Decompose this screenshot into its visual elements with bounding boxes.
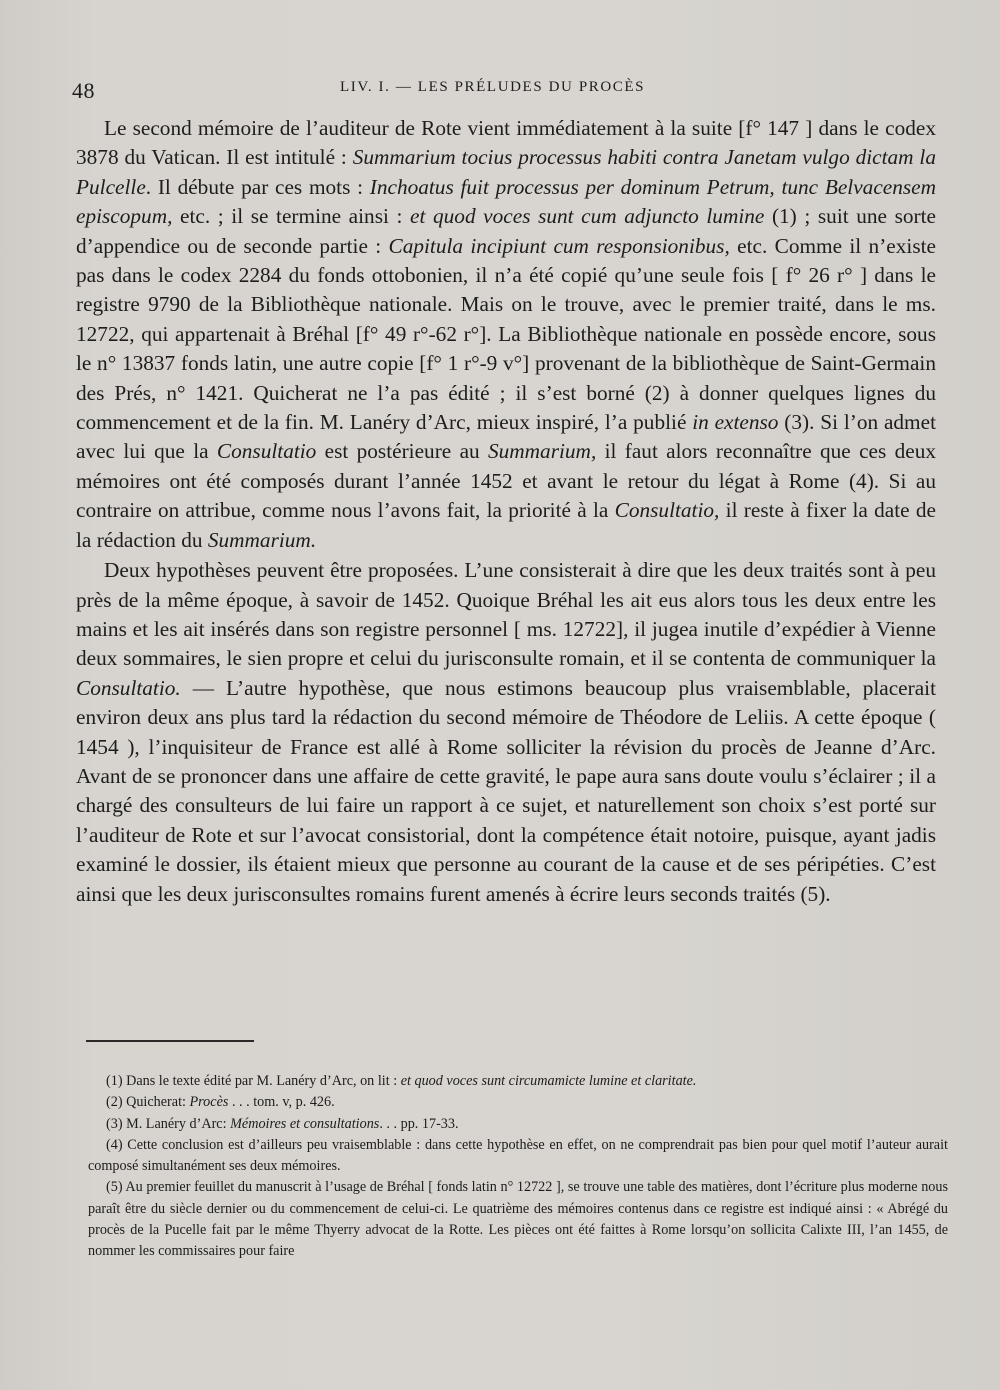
text-run: (4) Cette conclusion est d’ailleurs peu vraisemblable : dans cette hypothèse en effet, on ne comprendrait pas bien pour quel motif l’auteur aurait composé simultanément ses deux mémoires. [88,1136,948,1175]
paragraph [76,114,936,555]
footnote-2 [88,1092,948,1113]
text-run: Deux hypothèses peuvent être proposées. L’une consisterait à dire que les deux traités sont à peu près de la même époque, à savoir de 1452. Quoique Bréhal les ait eus alors tous les deux entre les mains et les ait insérés dans son registre personnel [ ms. 12722], il jugea inutile d’expédier à Vienne deux sommaires, le sien propre et celui du jurisconsulte romain, et il se contenta de communiquer la [76,558,936,671]
text-run: etc. ; il se termine ainsi : [172,204,411,229]
italic-text: Procès [189,1094,229,1111]
text-run: Le second mémoire de l’auditeur de Rote vient immédiatement à la suite [f° 147 ] dans le codex 3878 du Vatican. Il est intitulé : [76,116,936,170]
text-run: (5) Au premier feuillet du manuscrit à l’usage de Bréhal [ fonds latin n° 12722 ], se trouve une table des matières, dont l’écriture plus moderne nous paraît être du siècle dernier ou du commencement de celui-ci. Le quatrième des mémoires contenus dans ce registre est indiqué ainsi : « Abrégé du procès de la Pucelle fait par le même Thyerry advocat de la Rotte. Les pièces ont été faittes à Rome lorsqu’on sollicita Calixte III, l’an 1455, de nommer les commissaires pour faire [88,1179,948,1260]
italic-text: Mémoires et consultations [230,1115,380,1132]
italic-text: Summarium, [488,439,597,464]
footnotes [88,1071,948,1263]
italic-text: Inchoatus fuit processus per dominum Petrum, tunc Belvacensem episcopum, [76,174,936,229]
italic-text: Capitula incipiunt cum responsionibus, [388,233,730,258]
footnote-4 [88,1135,948,1178]
text-run: . . . pp. 17-33. [379,1115,459,1132]
paragraph [76,556,936,909]
footnote-5 [88,1177,948,1262]
text-run: (1) Dans le texte édité par M. Lanéry d’Arc, on lit : [106,1073,401,1089]
italic-text: et quod voces sunt circumamicte lumine et claritate. [400,1073,697,1089]
footnote-1 [88,1071,948,1092]
text-run: (3) M. Lanéry d’Arc: [106,1115,231,1132]
text-run: — L’autre hypothèse, que nous estimons beaucoup plus vraisemblable, placerait environ deux ans plus tard la rédaction du second mémoire de Théodore de Leliis. A cette époque ( 1454 ), l’inquisiteur de France est allé à Rome solliciter la révision du procès de Jeanne d’Arc. Avant de se prononcer dans une affaire de cette gravité, le pape aura sans doute voulu s’éclairer ; il a chargé des consulteurs de lui faire un rapport à ce sujet, et naturellement son choix s’est porté sur l’auditeur de Rote et sur l’avocat consistorial, dont la compétence était notoire, puisque, ayant jadis examiné le dossier, ils étaient mieux que personne au courant de la cause et de ses péripéties. C’est ainsi que les deux jurisconsultes romains furent amenés à écrire leurs seconds traités (5). [76,675,936,906]
body-text [76,114,936,909]
text-run: . Il débute par ces mots : [145,174,370,199]
text-run: (3). Si l’on admet avec lui que la [76,410,936,464]
italic-text: Consultatio [216,439,317,464]
italic-text: Consultatio, [614,498,720,523]
text-run: (2) Quicherat: [106,1094,190,1111]
text-run: il faut alors reconnaître que ces deux mémoires ont été composés durant l’année 1452 et avant le retour du légat à Rome (4). Si au contraire on attribue, comme nous l’avons fait, la priorité à la [76,439,936,523]
text-run: est postérieure au [316,439,488,464]
footnote-3 [88,1114,948,1135]
footnote-rule [86,1040,254,1042]
italic-text: et quod voces sunt cum adjuncto lumine [410,204,765,229]
text-run: . . . tom. v, p. 426. [228,1094,335,1111]
page-number: 48 [72,78,95,103]
page-header [72,76,940,106]
text-run: il reste à fixer la date de la rédaction du [76,498,936,552]
text-run: (1) ; suit une sorte d’appendice ou de seconde partie : [76,204,936,258]
italic-text: in extenso [692,410,779,435]
italic-text: Summarium tocius processus habiti contra Janetam vulgo dictam la Pulcelle [76,145,936,199]
italic-text: Summarium. [207,527,317,552]
text-run: etc. Comme il n’existe pas dans le codex 2284 du fonds ottobonien, il n’a été copié qu’une seule fois [ f° 26 r° ] dans le registre 9790 de la Bibliothèque nationale. Mais on le trouve, avec le premier traité, dans le ms. 12722, qui appartenait à Bréhal [f° 49 r°-62 r°]. La Bibliothèque nationale en possède encore, sous le n° 13837 fonds latin, une autre copie [f° 1 r°-9 v°] provenant de la bibliothèque de Saint-Germain des Prés, n° 1421. Quicherat ne l’a pas édité ; il s’est borné (2) à donner quelques lignes du commencement et de la fin. M. Lanéry d’Arc, mieux inspiré, l’a publié [76,233,936,435]
italic-text: Consultatio. [76,675,181,700]
running-head: LIV. I. — LES PRÉLUDES DU PROCÈS [340,79,646,95]
